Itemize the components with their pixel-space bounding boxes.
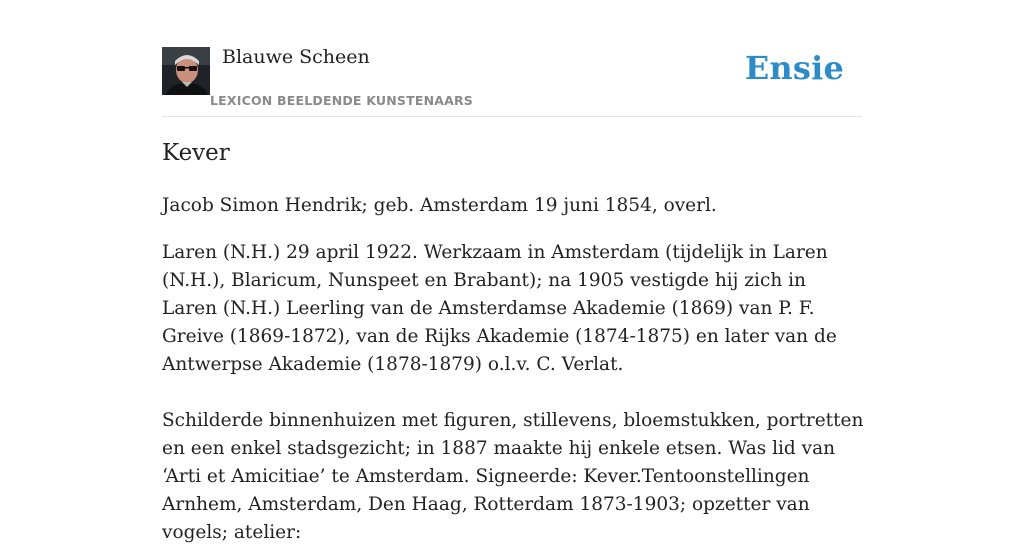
article-header [162, 0, 862, 117]
article-title: Kever [162, 140, 230, 166]
category-label[interactable]: LEXICON BEELDENDE KUNSTENAARS [210, 93, 474, 108]
author-avatar[interactable] [162, 47, 210, 95]
brand-logo[interactable]: Ensie [744, 49, 844, 87]
article-page [162, 0, 864, 543]
article-intro: Jacob Simon Hendrik; geb. Amsterdam 19 juni 1854, overl. [162, 195, 717, 216]
avatar-portrait-icon [162, 47, 210, 95]
article-paragraph-1: Laren (N.H.) 29 april 1922. Werkzaam in Amsterdam (tijdelijk in Laren (N.H.), Blaricum, Nunspeet en Brabant); na 1905 vestigde hij zich in Laren (N.H.) Leerling van de Amsterdamse Akademie (1869) van P. F. Greive (1869-1872), van de Rijks Akademie (1874-1875) en later van de Antwerpse Akademie (1878-1879) o.l.v. C. Verlat. [162, 242, 837, 375]
article-paragraph-2: Schilderde binnenhuizen met figuren, stillevens, bloemstukken, portretten en een enkel stadsgezicht; in 1887 maakte hij enkele etsen. Was lid van ‘Arti et Amicitiae’ te Amsterdam. Signeerde: Kever.Tentoonstellingen Arnhem, Amsterdam, Den Haag, Rotterdam 1873-1903; opzetter van vogels; atelier: [162, 410, 864, 543]
author-name[interactable]: Blauwe Scheen [222, 46, 370, 68]
